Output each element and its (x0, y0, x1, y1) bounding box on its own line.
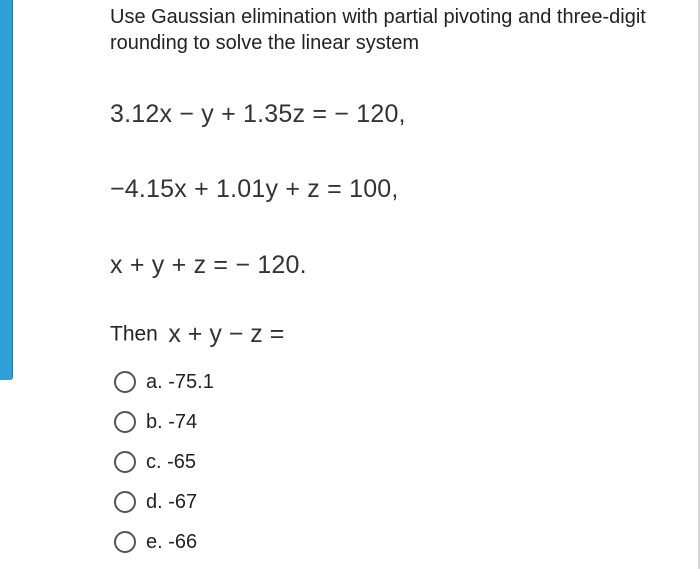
option-label[interactable]: b. -74 (146, 410, 198, 433)
equation-2: −4.15x + 1.01y + z = 100, (110, 175, 399, 203)
option-label[interactable]: d. -67 (146, 490, 198, 513)
equation-3: x + y + z = − 120. (110, 251, 307, 279)
question-prompt: Use Gaussian elimination with partial pivoting and three-digit rounding to solve the linear system (110, 6, 646, 54)
radio-button-icon[interactable] (114, 451, 136, 473)
radio-button-icon[interactable] (114, 371, 136, 393)
then-row (110, 320, 284, 349)
then-expression: x + y − z = (168, 320, 285, 348)
option-c[interactable] (114, 442, 414, 482)
equation-1: 3.12x − y + 1.35z = − 120, (110, 100, 406, 128)
answer-options (114, 362, 414, 562)
option-label[interactable]: e. -66 (146, 530, 198, 553)
radio-button-icon[interactable] (114, 411, 136, 433)
option-label[interactable]: c. -65 (146, 450, 197, 473)
then-label: Then (110, 322, 158, 346)
option-e[interactable] (114, 522, 414, 562)
radio-button-icon[interactable] (114, 491, 136, 513)
option-a[interactable] (114, 362, 414, 402)
option-d[interactable] (114, 482, 414, 522)
radio-button-icon[interactable] (114, 531, 136, 553)
question-accent-bar (0, 0, 13, 380)
option-label[interactable]: a. -75.1 (146, 370, 214, 393)
option-b[interactable] (114, 402, 414, 442)
